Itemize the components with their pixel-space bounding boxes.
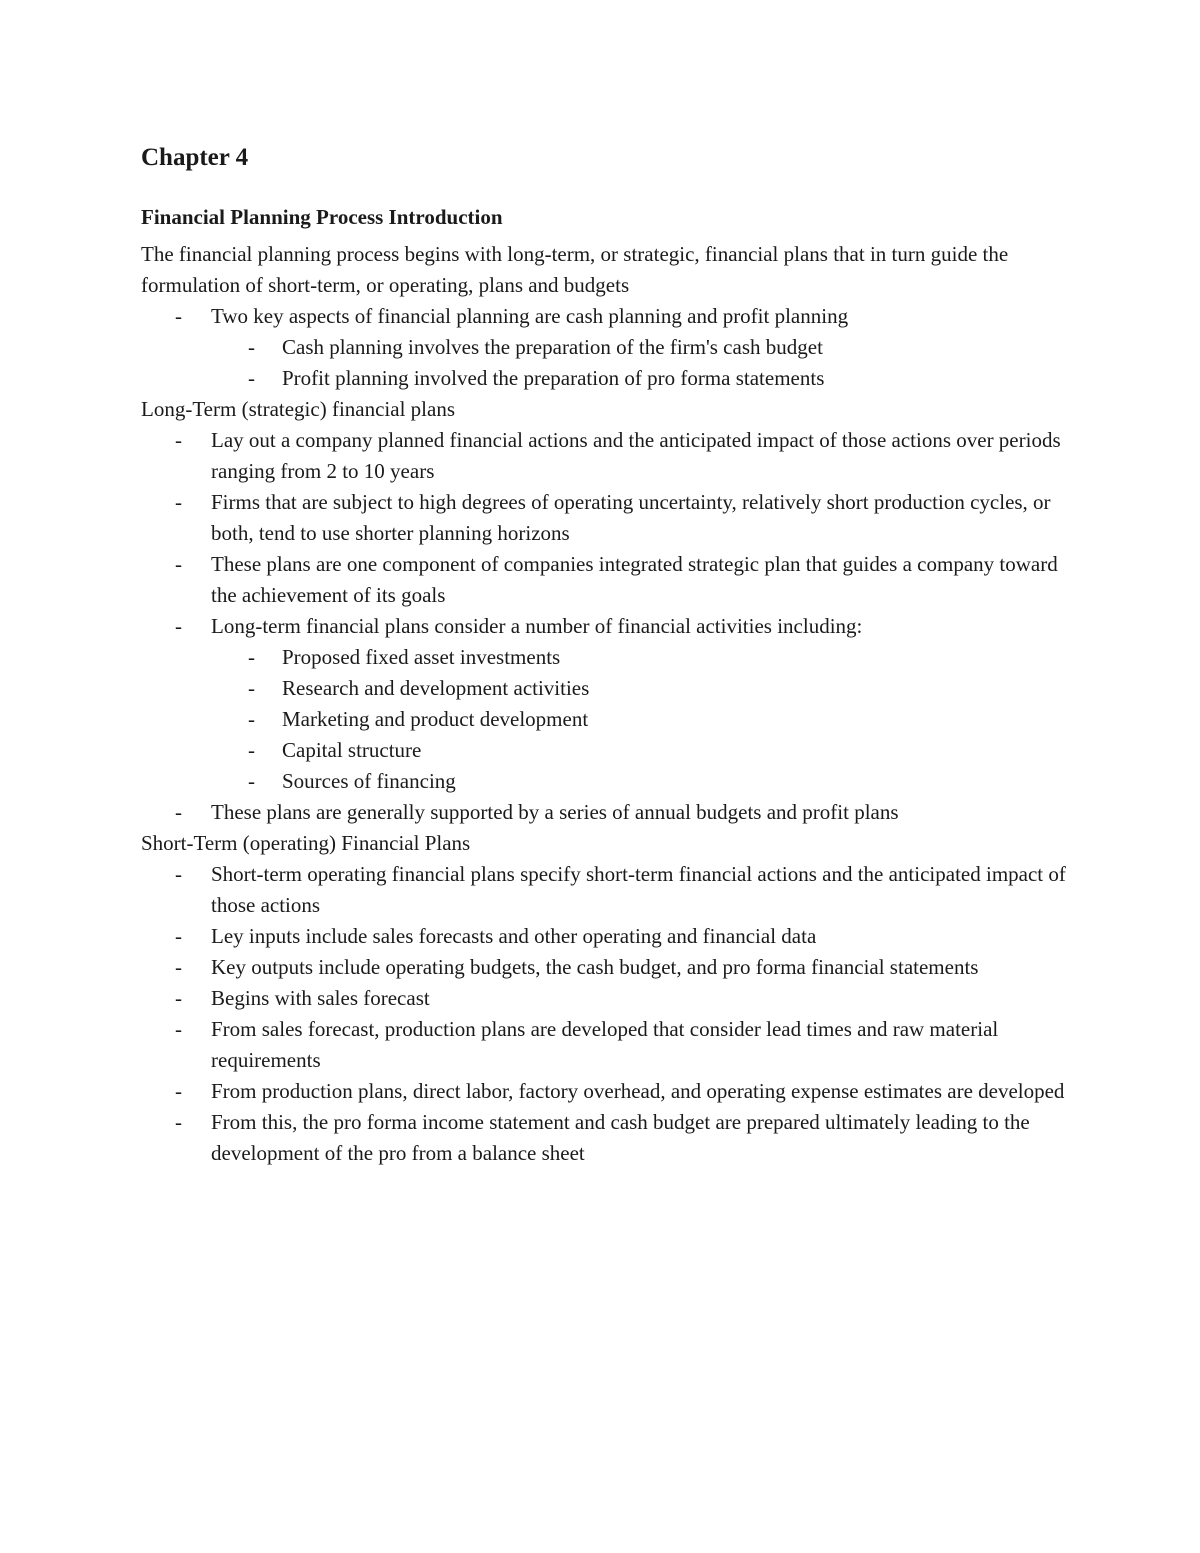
- chapter-title: Chapter 4: [141, 144, 249, 171]
- dash-marker: -: [175, 614, 182, 638]
- financial-activity-item: [141, 673, 1071, 704]
- dash-marker: -: [248, 707, 255, 731]
- dash-marker: -: [175, 1079, 182, 1103]
- dash-marker: -: [175, 552, 182, 576]
- dash-marker: -: [175, 862, 182, 886]
- dash-marker: -: [248, 738, 255, 762]
- long-term-bullet: [141, 797, 1071, 828]
- dash-marker: -: [175, 490, 182, 514]
- bullet-text: Key outputs include operating budgets, the cash budget, and pro forma financial statements: [211, 955, 979, 979]
- bullet-text: Research and development activities: [282, 676, 590, 700]
- short-term-bullet: [141, 859, 1071, 921]
- financial-activity-item: [141, 704, 1071, 735]
- bullet-text: Lay out a company planned financial actions and the anticipated impact of those actions over periods ranging from 2 to 10 years: [211, 428, 1061, 483]
- long-term-bullet: [141, 611, 1071, 642]
- bullet-text: Profit planning involved the preparation of pro forma statements: [282, 366, 825, 390]
- intro-sub-bullet: [141, 332, 1071, 363]
- short-term-bullet: [141, 1076, 1071, 1107]
- bullet-text: Two key aspects of financial planning are cash planning and profit planning: [211, 304, 849, 328]
- dash-marker: -: [175, 924, 182, 948]
- dash-marker: -: [175, 1017, 182, 1041]
- dash-marker: -: [248, 676, 255, 700]
- bullet-text: Short-term operating financial plans specify short-term financial actions and the anticipated impact of those actions: [211, 862, 1066, 917]
- bullet-text: Proposed fixed asset investments: [282, 645, 561, 669]
- bullet-text: Long-term financial plans consider a number of financial activities including:: [211, 614, 863, 638]
- short-term-bullet: [141, 1014, 1071, 1076]
- bullet-text: Cash planning involves the preparation of the firm's cash budget: [282, 335, 823, 359]
- bullet-text: Ley inputs include sales forecasts and other operating and financial data: [211, 924, 817, 948]
- bullet-text: Begins with sales forecast: [211, 986, 430, 1010]
- dash-marker: -: [248, 645, 255, 669]
- short-term-heading: Short-Term (operating) Financial Plans: [141, 831, 471, 855]
- dash-marker: -: [248, 366, 255, 390]
- short-term-bullet: [141, 983, 1071, 1014]
- intro-bullet: [141, 301, 1071, 332]
- long-term-bullet: [141, 487, 1071, 549]
- intro-bullet-list: [141, 301, 1071, 332]
- bullet-text: From sales forecast, production plans are developed that consider lead times and raw material requirements: [211, 1017, 999, 1072]
- long-term-bullet-list: [141, 425, 1071, 642]
- bullet-text: Sources of financing: [282, 769, 456, 793]
- dash-marker: -: [248, 769, 255, 793]
- dash-marker: -: [175, 800, 182, 824]
- document-content: [141, 138, 1071, 1169]
- intro-sub-bullet: [141, 363, 1071, 394]
- dash-marker: -: [175, 986, 182, 1010]
- bullet-text: From this, the pro forma income statement and cash budget are prepared ultimately leading to the development of the pro from a balance sheet: [211, 1110, 1030, 1165]
- dash-marker: -: [248, 335, 255, 359]
- financial-activity-item: [141, 735, 1071, 766]
- dash-marker: -: [175, 1110, 182, 1134]
- bullet-text: Capital structure: [282, 738, 422, 762]
- financial-activity-item: [141, 766, 1071, 797]
- financial-activity-item: [141, 642, 1071, 673]
- short-term-bullet: [141, 1107, 1071, 1169]
- bullet-text: These plans are one component of companies integrated strategic plan that guides a company toward the achievement of its goals: [211, 552, 1058, 607]
- intro-paragraph: The financial planning process begins with long-term, or strategic, financial plans that in turn guide the formulation of short-term, or operating, plans and budgets: [141, 242, 1009, 297]
- dash-marker: -: [175, 955, 182, 979]
- bullet-text: From production plans, direct labor, factory overhead, and operating expense estimates are developed: [211, 1079, 1065, 1103]
- short-term-bullet: [141, 921, 1071, 952]
- short-term-bullet: [141, 952, 1071, 983]
- long-term-bullet: [141, 549, 1071, 611]
- long-term-bullet: [141, 425, 1071, 487]
- dash-marker: -: [175, 428, 182, 452]
- intro-sub-bullet-list: [141, 332, 1071, 394]
- dash-marker: -: [175, 304, 182, 328]
- short-term-bullet-list: [141, 859, 1071, 1169]
- bullet-text: Marketing and product development: [282, 707, 589, 731]
- long-term-heading: Long-Term (strategic) financial plans: [141, 397, 455, 421]
- long-term-closing-list: [141, 797, 1071, 828]
- bullet-text: These plans are generally supported by a series of annual budgets and profit plans: [211, 800, 899, 824]
- intro-heading: Financial Planning Process Introduction: [141, 205, 503, 229]
- bullet-text: Firms that are subject to high degrees of operating uncertainty, relatively short production cycles, or both, tend to use shorter planning horizons: [211, 490, 1051, 545]
- financial-activities-list: [141, 642, 1071, 797]
